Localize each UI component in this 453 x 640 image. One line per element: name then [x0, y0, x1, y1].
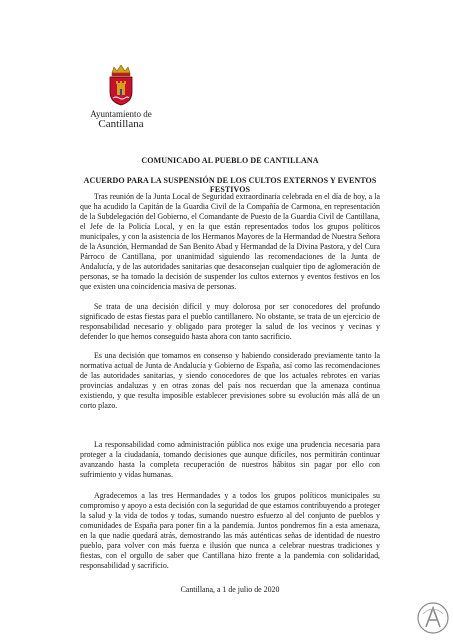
- paragraph: Se trata de una decisión difícil y muy dolorosa por ser conocedores del profundo significado de estas fiestas para el pueblo cantillanero. No obstante, se trata de un ejercicio de responsabilidad necesario y obligado para proteger la salud de los vecinos y vecinas y defender lo que hemos conseguido hasta ahora con tanto sacrificio.: [80, 302, 380, 342]
- date-line: Cantillana, a 1 de julio de 2020: [180, 585, 280, 594]
- municipality-name: [86, 109, 156, 129]
- paragraph: Tras reunión de la Junta Local de Seguridad extraordinaria celebrada en el día de hoy, a la que ha acudido la Capitán de la Guardia Civil de la Compañía de Carmona, en representación de la Subdelegación del Gobierno, el Comandante de Puesto de la Guardia Civil de Cantillana, el Jefe de la Policía Local, y en la que están representados todos los grupos políticos municipales, y con la asistencia de los Hermanos Mayores de la Hermandad de Nuestra Señora de la Asunción, Hermandad de San Benito Abad y Hermandad de la Divina Pastora, y del Cura Párroco de Cantillana, por unanimidad siguiendo las recomendaciones de la Junta de Andalucía, y de las autoridades sanitarias que desaconsejan cualquier tipo de aglomeración de personas, se ha tomado la decisión de suspender los cultos externos y eventos festivos en los que existen una coincidencia masiva de personas.: [80, 192, 380, 292]
- document-title: COMUNICADO AL PUEBLO DE CANTILLANA: [141, 156, 319, 165]
- paragraph: Es una decisión que tomamos en consenso y habiendo considerado previamente tanto la normativa actual de Junta de Andalucía y Gobierno de España, así como las recomendaciones de las autoridades sanitarias, y siendo conocedores de que los actuales rebrotes en varias provincias andaluzas y en otras zonas del país nos recuerdan que la amenaza continua existiendo, y que resulta imposible establecer previsiones sobre su evolución más allá de un corto plazo.: [80, 351, 380, 411]
- coat-of-arms-icon: [106, 64, 136, 106]
- org-line-2: Cantillana: [98, 118, 144, 130]
- watermark-seal-icon: [415, 600, 451, 636]
- paragraph: Agradecemos a las tres Hermandades y a todos los grupos políticos municipales su compromiso y apoyo a esta decisión con la seguridad de que estamos contribuyendo a proteger la salud y la vida de todos y todas, sumando nuestro esfuerzo al del conjunto de pueblos y comunidades de España para poner fin a la pandemia. Juntos pondremos fin a esta amenaza, en la que nadie quedará atrás, demostrando las más auténticas señas de identidad de nuestro pueblo, para volver con más fuerza e ilusión que nunca a celebrar nuestras tradiciones y fiestas, con el orgullo de saber que Cantillana hizo frente a la pandemia con solidaridad, responsabilidad y sacrificio.: [80, 491, 380, 571]
- org-line-1: Ayuntamiento de: [90, 109, 152, 119]
- document-subtitle: ACUERDO PARA LA SUSPENSIÓN DE LOS CULTOS EXTERNOS Y EVENTOS FESTIVOS: [83, 176, 377, 194]
- municipality-logo: [86, 64, 156, 129]
- paragraph: La responsabilidad como administración pública nos exige una prudencia necesaria para proteger a la ciudadanía, tomando decisiones que aunque difíciles, nos permitirán continuar avanzando hasta la completa recuperación de nuestros hábitos sin pagar por ello con sufrimiento y vidas humanas.: [80, 440, 380, 480]
